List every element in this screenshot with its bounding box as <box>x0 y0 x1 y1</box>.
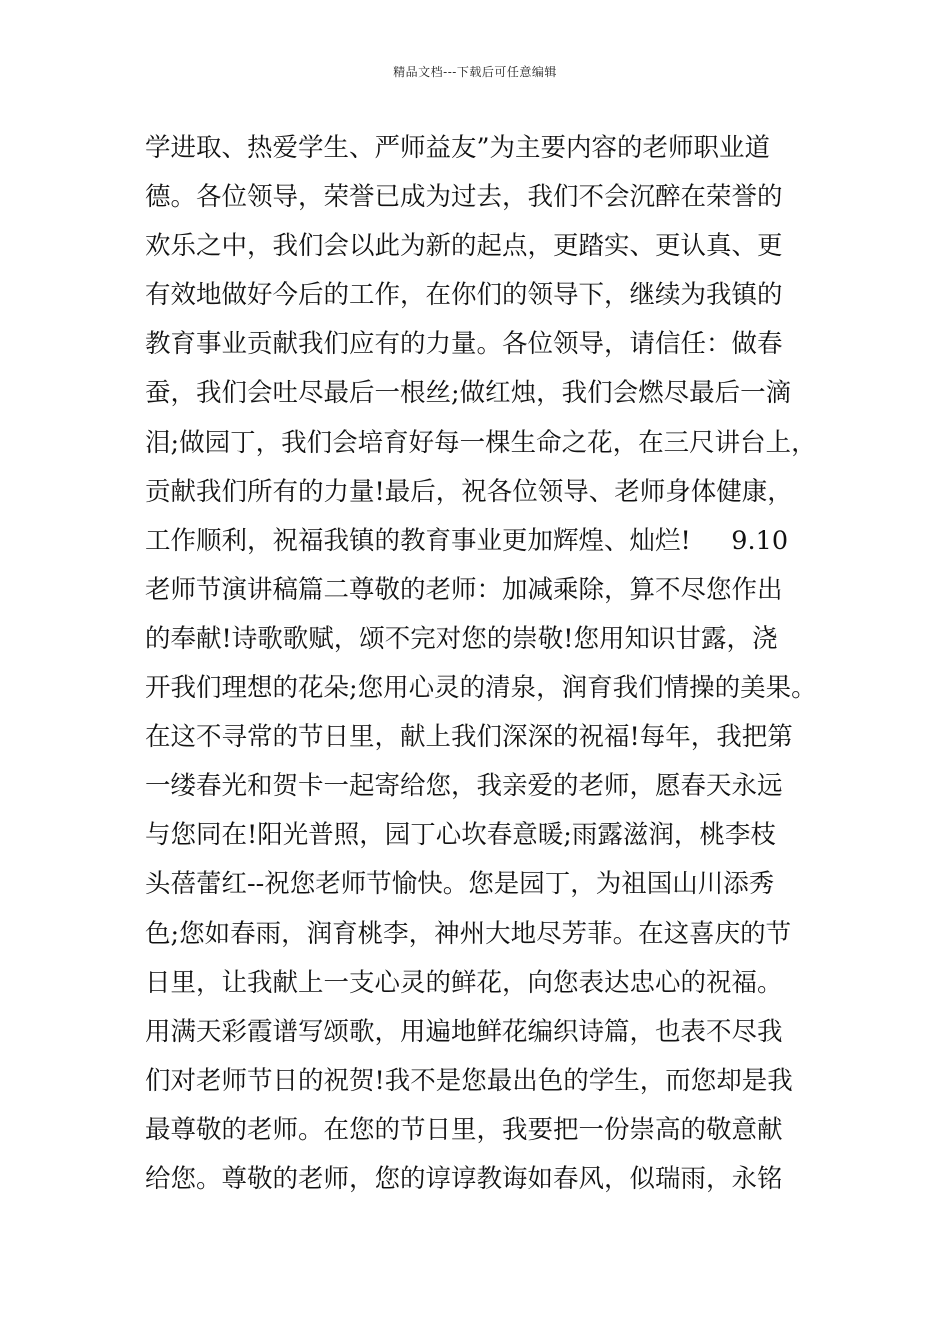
text-line: 德。各位领导，荣誉已成为过去，我们不会沉醉在荣誉的 <box>145 182 783 213</box>
text-line: 色;您如春雨，润育桃李，神州大地尽芳菲。在这喜庆的节 <box>145 918 792 949</box>
text-line: 与您同在!阳光普照，园丁心坎春意暖;雨露滋润，桃李枝 <box>145 820 776 851</box>
text-line: 在这不寻常的节日里，献上我们深深的祝福!每年，我把第 <box>145 722 793 753</box>
text-line: 给您。尊敬的老师，您的谆谆教诲如春风，似瑞雨，永铭 <box>145 1163 783 1194</box>
text-line: 泪;做园丁，我们会培育好每一棵生命之花，在三尺讲台上， <box>145 427 817 458</box>
text-line: 最尊敬的老师。在您的节日里，我要把一份崇高的敬意献 <box>145 1114 783 1145</box>
text-line: 日里，让我献上一支心灵的鲜花，向您表达忠心的祝福。 <box>145 967 783 998</box>
text-line: 有效地做好今后的工作，在你们的领导下，继续为我镇的 <box>145 280 783 311</box>
text-line: 用满天彩霞谱写颂歌，用遍地鲜花编织诗篇，也表不尽我 <box>145 1016 783 1047</box>
text-line: 贡献我们所有的力量!最后，祝各位领导、老师身体健康， <box>145 476 793 507</box>
text-line: 们对老师节日的祝贺!我不是您最出色的学生，而您却是我 <box>145 1065 793 1096</box>
text-line: 开我们理想的花朵;您用心灵的清泉，润育我们情操的美果。 <box>145 673 817 704</box>
page-header: 精品文档---下载后可任意编辑 <box>393 65 557 79</box>
text-line: 欢乐之中，我们会以此为新的起点，更踏实、更认真、更 <box>145 231 783 262</box>
body-text <box>145 124 835 1204</box>
text-line: 的奉献!诗歌歌赋，颂不完对您的崇敬!您用知识甘露，浇 <box>145 623 778 654</box>
text-line: 老师节演讲稿篇二尊敬的老师：加减乘除，算不尽您作出 <box>145 574 783 605</box>
text-line: 一缕春光和贺卡一起寄给您，我亲爱的老师，愿春天永远 <box>145 771 783 802</box>
text-line: 教育事业贡献我们应有的力量。各位领导，请信任：做春 <box>145 329 783 360</box>
text-line: 工作顺利，祝福我镇的教育事业更加辉煌、灿烂! 9.10 <box>145 525 789 556</box>
text-line: 学进取、热爱学生、严师益友”为主要内容的老师职业道 <box>145 133 771 163</box>
text-line: 蚕，我们会吐尽最后一根丝;做红烛，我们会燃尽最后一滴 <box>145 378 792 409</box>
text-line: 头蓓蕾红--祝您老师节愉快。您是园丁，为祖国山川添秀 <box>145 869 775 900</box>
